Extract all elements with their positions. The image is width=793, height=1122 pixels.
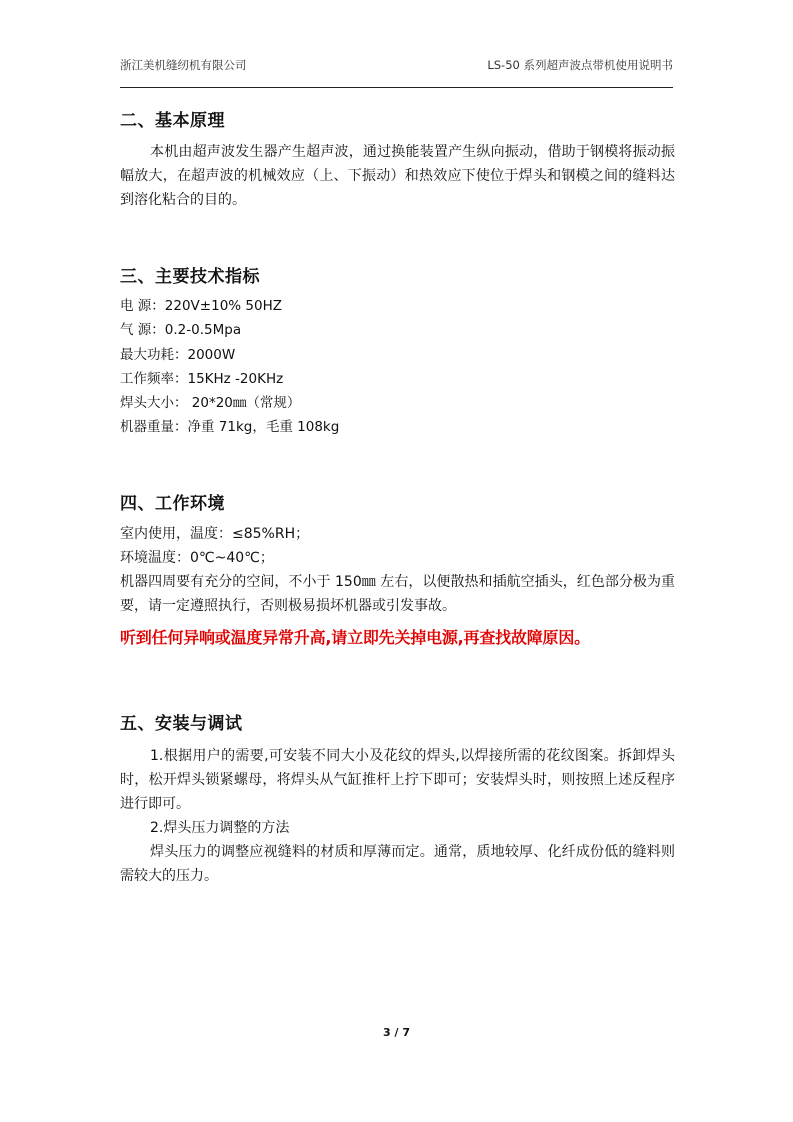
header-manual-title: LS-50 系列超声波点带机使用说明书 [487,58,673,72]
section-title-environment: 四、工作环境 [120,494,225,514]
header-divider [120,87,673,88]
section-title-installation: 五、安装与调试 [120,714,243,734]
spec-list [120,294,675,440]
installation-step2-text: 焊头压力的调整应视缝料的材质和厚薄而定。通常，质地较厚、化纤成份低的缝料则需较大的压力。 [120,844,675,884]
principle-text: 本机由超声波发生器产生超声波，通过换能装置产生纵向振动，借助于钢模将振动振幅放大，在超声波的机械效应（上、下振动）和热效应下使位于焊头和钢模之间的缝料达到溶化粘合的目的。 [120,144,675,208]
spec-weight: 机器重量：净重 71kg，毛重 108kg [120,419,340,436]
section-specs [120,262,675,440]
page-number: 3 / 7 [383,1026,410,1039]
section-title-principle: 二、基本原理 [120,111,225,131]
spec-power: 电 源：220V±10% 50HZ [120,298,282,314]
environment-humidity: 室内使用，温度：≤85%RH； [120,526,310,542]
installation-step2-title: 2.焊头压力调整的方法 [150,820,290,836]
environment-temperature: 环境温度：0℃~40℃； [120,550,274,566]
section-title-specs: 三、主要技术指标 [120,267,260,287]
spec-frequency: 工作频率：15KHz -20KHz [120,370,284,387]
section-environment [120,489,675,618]
installation-step1: 1.根据用户的需要,可安装不同大小及花纹的焊头,以焊接所需的花纹图案。拆卸焊头时，松开焊头锁紧螺母，将焊头从气缸推杆上拧下即可；安装焊头时，则按照上述反程序进行即可。 [120,748,675,812]
spec-horn-size: 焊头大小： 20*20㎜（常规） [120,395,301,412]
spec-max-power: 最大功耗：2000W [120,346,236,363]
environment-space-text: 机器四周要有充分的空间，不小于 150㎜ 左右，以便散热和插航空插头，红色部分极为重要，请一定遵照执行，否则极易损坏机器或引发事故。 [120,574,675,614]
spec-air: 气 源：0.2-0.5Mpa [120,322,242,339]
section-principle [120,106,675,212]
header-company: 浙江美机缝纫机有限公司 [120,58,247,72]
section-installation [120,709,675,888]
warning-text: 听到任何异响或温度异常升高,请立即先关掉电源,再查找故障原因。 [120,628,590,647]
